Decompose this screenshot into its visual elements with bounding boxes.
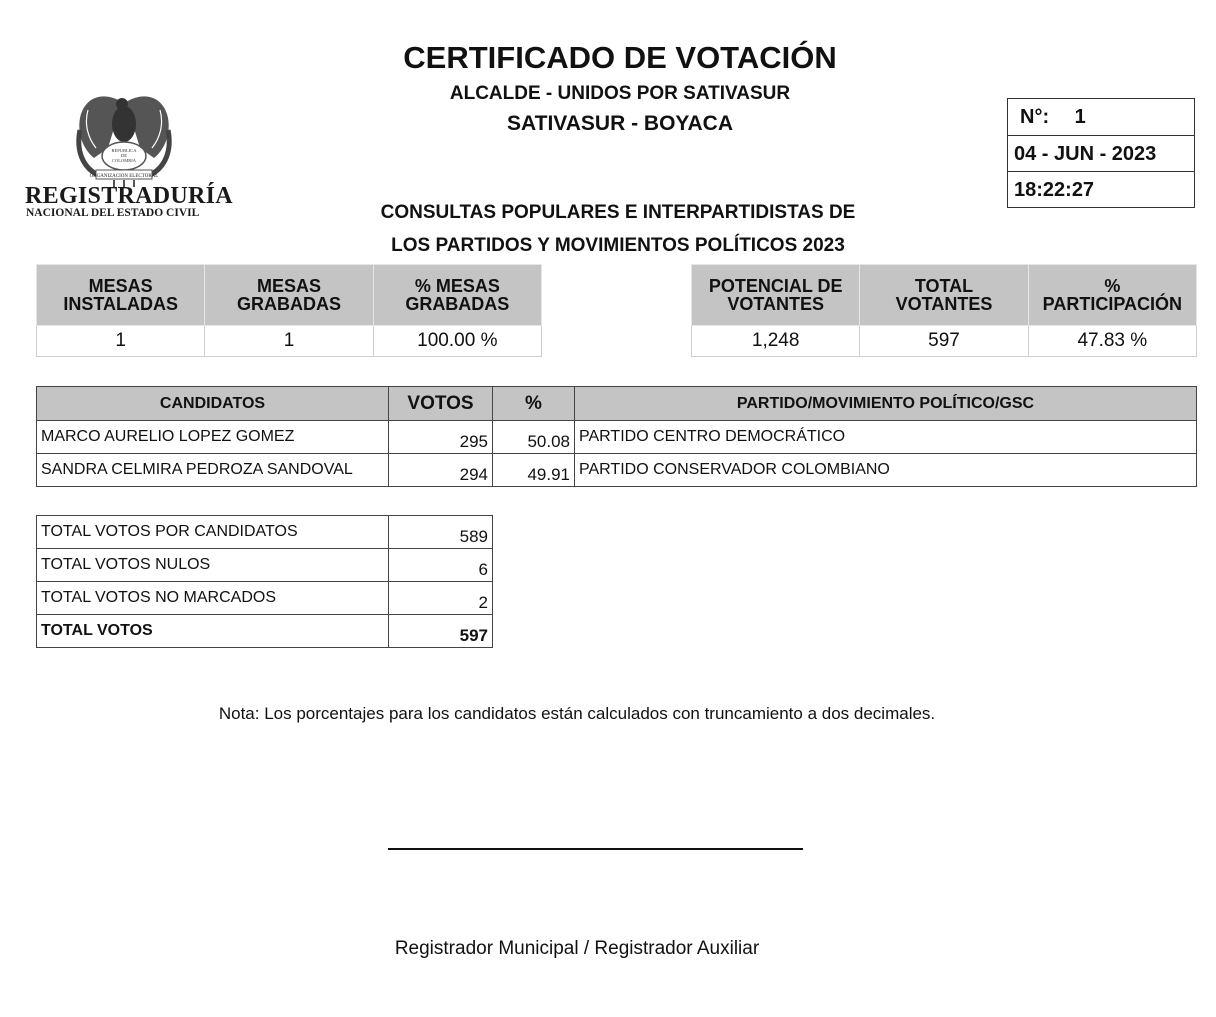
header-potencial-votantes: POTENCIAL DE VOTANTES [692,265,860,326]
total-row [37,516,493,549]
candidate-party: PARTIDO CENTRO DEMOCRÁTICO [575,421,1197,454]
consulta-line-1: CONSULTAS POPULARES E INTERPARTIDISTAS DE [380,202,856,223]
table-row [37,454,1197,487]
coat-of-arms-icon [22,90,227,190]
seal-text-de: DE [121,153,127,158]
table-row [37,421,1197,454]
page-title: CERTIFICADO DE VOTACIÓN [403,40,837,75]
certificate-date: 04 - JUN - 2023 [1008,135,1194,171]
total-row [37,582,493,615]
header-mesas-grabadas: MESAS GRABADAS [205,265,373,326]
total-value: 589 [389,516,493,549]
total-row [37,549,493,582]
registraduria-logo [22,90,233,220]
grand-total-row [37,615,493,648]
certificate-number [1008,99,1194,135]
candidate-name: MARCO AURELIO LOPEZ GOMEZ [37,421,389,454]
certificate-time: 18:22:27 [1008,171,1194,207]
consulta-heading [340,196,896,262]
certificate-info-box [1007,98,1195,208]
candidate-name: SANDRA CELMIRA PEDROZA SANDOVAL [37,454,389,487]
candidate-party: PARTIDO CONSERVADOR COLOMBIANO [575,454,1197,487]
value-potencial-votantes: 1,248 [692,326,860,357]
total-label: TOTAL VOTOS NULOS [37,549,389,582]
votantes-table [691,264,1197,357]
number-value: 1 [1074,106,1086,128]
seal-text-colombia: COLOMBIA [111,158,137,163]
value-mesas-grabadas: 1 [205,326,373,357]
logo-tagline: NACIONAL DEL ESTADO CIVIL [26,207,200,219]
header-candidatos: CANDIDATOS [37,387,389,421]
value-mesas-instaladas: 1 [37,326,205,357]
total-label: TOTAL VOTOS POR CANDIDATOS [37,516,389,549]
value-pct-participacion: 47.83 % [1028,326,1196,357]
header-pct: % [493,387,575,421]
header-mesas-instaladas: MESAS INSTALADAS [37,265,205,326]
candidate-votes: 295 [389,421,493,454]
location-subtitle: SATIVASUR - BOYACA [507,112,733,135]
grand-total-value: 597 [389,615,493,648]
seal-text-republica: REPUBLICA [111,148,137,153]
candidate-pct: 50.08 [493,421,575,454]
totals-table [36,515,493,648]
candidate-votes: 294 [389,454,493,487]
header-total-votantes: TOTAL VOTANTES [860,265,1028,326]
total-value: 6 [389,549,493,582]
consulta-line-2: LOS PARTIDOS Y MOVIMIENTOS POLÍTICOS 2023 [391,235,845,256]
number-label: N°: [1020,106,1050,128]
value-pct-mesas-grabadas: 100.00 % [373,326,541,357]
grand-total-label: TOTAL VOTOS [37,615,389,648]
header-pct-participacion: % PARTICIPACIÓN [1028,265,1196,326]
header-partido: PARTIDO/MOVIMIENTO POLÍTICO/GSC [575,387,1197,421]
footnote: Nota: Los porcentajes para los candidatos están calculados con truncamiento a dos decimales. [218,704,936,723]
total-value: 2 [389,582,493,615]
mesas-table [36,264,542,357]
seal-text-organizacion: ORGANIZACION ELECTORAL [89,174,159,179]
candidate-pct: 49.91 [493,454,575,487]
election-subtitle: ALCALDE - UNIDOS POR SATIVASUR [449,83,791,104]
candidates-table [36,386,1197,487]
signature-line [388,848,803,850]
total-label: TOTAL VOTOS NO MARCADOS [37,582,389,615]
header-pct-mesas-grabadas: % MESAS GRABADAS [373,265,541,326]
value-total-votantes: 597 [860,326,1028,357]
header-votos: VOTOS [389,387,493,421]
signature-label: Registrador Municipal / Registrador Auxiliar [394,938,760,959]
logo-name: REGISTRADURÍA [25,183,233,209]
